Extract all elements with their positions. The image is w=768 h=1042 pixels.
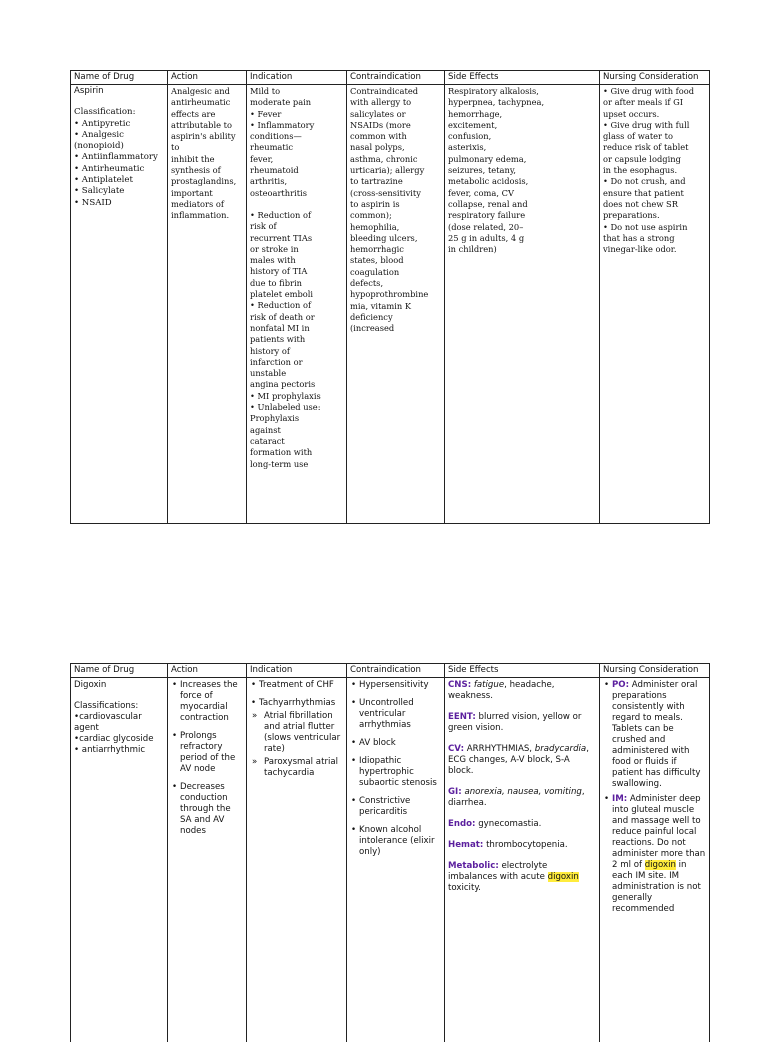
text-line: • Inflammatory	[250, 120, 343, 131]
side-effects-text	[448, 86, 596, 255]
text-line: fever, coma, CV	[448, 188, 596, 199]
digoxin-indication-cell	[247, 678, 347, 1042]
aspirin-nursing-cell	[600, 85, 710, 524]
list-item: • Increases the force of myocardial contraction	[171, 680, 243, 724]
classification-item: •cardiovascular	[74, 712, 164, 723]
text-line: (cross-sensitivity	[350, 188, 441, 199]
text-line: Contraindicated	[350, 86, 441, 97]
text-line: 25 g in adults, 4 g	[448, 233, 596, 244]
text-line: does not chew SR	[603, 199, 706, 210]
text-line: seizures, tetany,	[448, 165, 596, 176]
side-effect-text: fatigue	[474, 680, 504, 690]
text-line: preparations.	[603, 210, 706, 221]
text-line: glass of water to	[603, 131, 706, 142]
list-item: • Treatment of CHF	[250, 680, 343, 691]
text-line: nasal polyps,	[350, 142, 441, 153]
text-line: to	[171, 142, 243, 153]
classification-item: • Antiplatelet	[74, 175, 164, 186]
text-line: important	[171, 188, 243, 199]
text-line: history of	[250, 346, 343, 357]
classification-item: • Salicylate	[74, 186, 164, 197]
text-line: synthesis of	[171, 165, 243, 176]
section-label: CNS:	[448, 680, 471, 690]
text-line: rheumatic	[250, 142, 343, 153]
text-line: recurrent TIAs	[250, 233, 343, 244]
text-line: aspirin's ability	[171, 131, 243, 142]
text-line: angina pectoris	[250, 379, 343, 390]
section-label: IM:	[612, 794, 627, 804]
indication-sublist	[250, 711, 343, 779]
drug-name: Aspirin	[74, 86, 164, 97]
text-line: bleeding ulcers,	[350, 233, 441, 244]
classification-item: • Analgesic	[74, 130, 164, 141]
text-line: in children)	[448, 244, 596, 255]
list-item: • Idiopathic hypertrophic subaortic stenosis	[350, 756, 441, 789]
text-line: platelet emboli	[250, 289, 343, 300]
nursing-im	[603, 794, 706, 915]
text-line: pulmonary edema,	[448, 154, 596, 165]
text-line: asterixis,	[448, 142, 596, 153]
classification-item: • Antiinflammatory	[74, 152, 164, 163]
aspirin-row	[71, 85, 710, 524]
side-effect-metabolic	[448, 861, 596, 894]
text-line: common);	[350, 210, 441, 221]
text-line: collapse, renal and	[448, 199, 596, 210]
text-line: Mild to	[250, 86, 343, 97]
text-line: that has a strong	[603, 233, 706, 244]
text-line: Analgesic and	[171, 86, 243, 97]
header-row	[71, 664, 710, 678]
header-action: Action	[168, 71, 247, 85]
nursing-text: in each IM site. IM administration is not generally recommended	[612, 860, 701, 914]
highlighted-term: digoxin	[548, 872, 579, 882]
text-line: salicylates or	[350, 109, 441, 120]
text-line: excitement,	[448, 120, 596, 131]
section-label: Endo:	[448, 819, 475, 829]
list-item: • Hypersensitivity	[350, 680, 441, 691]
text-line: • Unlabeled use:	[250, 402, 343, 413]
side-effect-text: toxicity.	[448, 883, 481, 893]
section-label: CV:	[448, 744, 464, 754]
text-line: risk of	[250, 221, 343, 232]
classification-item: • Antipyretic	[74, 119, 164, 130]
section-label: GI:	[448, 787, 462, 797]
side-effect-text: , headache, weakness.	[448, 680, 555, 701]
header-contraindication: Contraindication	[347, 664, 445, 678]
classification-item: • antiarrhythmic	[74, 745, 164, 756]
text-line: to aspirin is	[350, 199, 441, 210]
list-item: » Paroxysmal atrial tachycardia	[250, 757, 343, 779]
text-line: or stroke in	[250, 244, 343, 255]
text-line: males with	[250, 255, 343, 266]
text-line: • Give drug with food	[603, 86, 706, 97]
aspirin-side-effects-cell	[445, 85, 600, 524]
text-line: fever,	[250, 154, 343, 165]
nursing-text	[603, 86, 706, 255]
text-line: inhibit the	[171, 154, 243, 165]
list-item: » Atrial fibrillation and atrial flutter (slows ventricular rate)	[250, 711, 343, 755]
classification-item: • Antirheumatic	[74, 164, 164, 175]
side-effect-text: thrombocytopenia.	[486, 840, 568, 850]
classification-item: agent	[74, 723, 164, 734]
list-item: • Known alcohol intolerance (elixir only)	[350, 825, 441, 858]
side-effect-endo	[448, 819, 596, 830]
text-line: attributable to	[171, 120, 243, 131]
text-line: or after meals if GI	[603, 97, 706, 108]
text-line: • MI prophylaxis	[250, 391, 343, 402]
text-line: with allergy to	[350, 97, 441, 108]
list-item: • Prolongs refractory period of the AV node	[171, 731, 243, 775]
text-line: common with	[350, 131, 441, 142]
list-item: • Tachyarrhythmias	[250, 698, 343, 709]
text-line: hemorrhage,	[448, 109, 596, 120]
text-line: prostaglandins,	[171, 176, 243, 187]
digoxin-drug-table	[70, 663, 710, 1042]
text-line: antirheumatic	[171, 97, 243, 108]
nursing-text: Administer oral preparations consistently with regard to meals. Tablets can be crushed and administered with food or fluids if patient has difficulty swallowing.	[612, 680, 700, 789]
text-line: against	[250, 425, 343, 436]
text-line: confusion,	[448, 131, 596, 142]
section-label: Metabolic:	[448, 861, 499, 871]
text-line: inflammation.	[171, 210, 243, 221]
digoxin-nursing-cell	[600, 678, 710, 1042]
text-line: patients with	[250, 334, 343, 345]
text-line: history of TIA	[250, 266, 343, 277]
side-effect-cns	[448, 680, 596, 702]
text-line: to tartrazine	[350, 176, 441, 187]
text-line: • Give drug with full	[603, 120, 706, 131]
text-line: Prophylaxis	[250, 413, 343, 424]
classification-item: (nonopioid)	[74, 141, 164, 152]
text-line: hyperpnea, tachypnea,	[448, 97, 596, 108]
text-line: vinegar-like odor.	[603, 244, 706, 255]
text-line: risk of death or	[250, 312, 343, 323]
text-line: long-term use	[250, 459, 343, 470]
text-line: hemophilia,	[350, 222, 441, 233]
highlighted-term: digoxin	[645, 860, 676, 870]
aspirin-name-cell	[71, 85, 168, 524]
text-line: due to fibrin	[250, 278, 343, 289]
header-contraindication: Contraindication	[347, 71, 445, 85]
nursing-po	[603, 680, 706, 790]
text-line: • Do not crush, and	[603, 176, 706, 187]
text-line: respiratory failure	[448, 210, 596, 221]
list-item: • Uncontrolled ventricular arrhythmias	[350, 698, 441, 731]
text-line: formation with	[250, 447, 343, 458]
digoxin-side-effects-cell	[445, 678, 600, 1042]
classification-label: Classifications:	[74, 701, 164, 712]
text-line: effects are	[171, 109, 243, 120]
text-line: (increased	[350, 323, 441, 334]
text-line: states, blood	[350, 255, 441, 266]
text-line	[250, 199, 343, 210]
nursing-text: Administer deep into gluteal muscle and massage well to reduce painful local reactions. Do not administer more than 2 ml of	[612, 794, 705, 870]
text-line: • Reduction of	[250, 300, 343, 311]
text-line: unstable	[250, 368, 343, 379]
text-line: (dose related, 20–	[448, 222, 596, 233]
classification-list	[74, 119, 164, 209]
side-effect-text: electrolyte imbalances with acute	[448, 861, 547, 882]
text-line: reduce risk of tablet	[603, 142, 706, 153]
text-line: or capsule lodging	[603, 154, 706, 165]
digoxin-contraindication-cell	[347, 678, 445, 1042]
contraindication-list	[350, 680, 441, 858]
text-line: defects,	[350, 278, 441, 289]
indication-text	[250, 86, 343, 470]
side-effect-text: gynecomastia.	[478, 819, 541, 829]
side-effect-text: ARRHYTHMIAS,	[467, 744, 532, 754]
side-effect-text: anorexia, nausea, vomiting	[464, 787, 581, 797]
list-item: • Constrictive pericarditis	[350, 796, 441, 818]
text-line: • Do not use aspirin	[603, 222, 706, 233]
classification-label: Classification:	[74, 107, 164, 118]
side-effect-text: , diarrhea.	[448, 787, 585, 808]
side-effect-text: , ECG changes, A-V block, S-A block.	[448, 744, 589, 776]
text-line: mia, vitamin K	[350, 301, 441, 312]
header-indication: Indication	[247, 664, 347, 678]
header-indication: Indication	[247, 71, 347, 85]
side-effect-gi	[448, 787, 596, 809]
text-line: mediators of	[171, 199, 243, 210]
action-text	[171, 86, 243, 222]
digoxin-action-cell	[168, 678, 247, 1042]
text-line: ensure that patient	[603, 188, 706, 199]
drug-name: Digoxin	[74, 680, 164, 691]
header-name-of-drug: Name of Drug	[71, 71, 168, 85]
text-line: NSAIDs (more	[350, 120, 441, 131]
text-line: cataract	[250, 436, 343, 447]
header-side-effects: Side Effects	[445, 664, 600, 678]
digoxin-name-cell	[71, 678, 168, 1042]
text-line: hemorrhagic	[350, 244, 441, 255]
section-label: PO:	[612, 680, 629, 690]
aspirin-indication-cell	[247, 85, 347, 524]
side-effect-eent	[448, 712, 596, 734]
header-nursing-consideration: Nursing Consideration	[600, 71, 710, 85]
text-line: conditions—	[250, 131, 343, 142]
action-list	[171, 680, 243, 837]
text-line: asthma, chronic	[350, 154, 441, 165]
text-line: rheumatoid	[250, 165, 343, 176]
text-line: osteoarthritis	[250, 188, 343, 199]
text-line: coagulation	[350, 267, 441, 278]
text-line: nonfatal MI in	[250, 323, 343, 334]
side-effect-text: blurred vision, yellow or green vision.	[448, 712, 581, 733]
header-row	[71, 71, 710, 85]
digoxin-row	[71, 678, 710, 1042]
aspirin-drug-table	[70, 70, 710, 524]
indication-list	[250, 680, 343, 709]
text-line: in the esophagus.	[603, 165, 706, 176]
section-label: EENT:	[448, 712, 476, 722]
aspirin-contraindication-cell	[347, 85, 445, 524]
side-effect-text: bradycardia	[535, 744, 586, 754]
side-effect-hemat	[448, 840, 596, 851]
side-effect-cv	[448, 744, 596, 777]
classification-item: •cardiac glycoside	[74, 734, 164, 745]
header-nursing-consideration: Nursing Consideration	[600, 664, 710, 678]
section-label: Hemat:	[448, 840, 483, 850]
aspirin-action-cell	[168, 85, 247, 524]
text-line: deficiency	[350, 312, 441, 323]
text-line: moderate pain	[250, 97, 343, 108]
text-line: urticaria); allergy	[350, 165, 441, 176]
header-action: Action	[168, 664, 247, 678]
text-line: hypoprothrombine	[350, 289, 441, 300]
text-line: Respiratory alkalosis,	[448, 86, 596, 97]
text-line: • Fever	[250, 109, 343, 120]
text-line: arthritis,	[250, 176, 343, 187]
list-item: • AV block	[350, 738, 441, 749]
text-line: infarction or	[250, 357, 343, 368]
text-line: • Reduction of	[250, 210, 343, 221]
contraindication-text	[350, 86, 441, 335]
list-item: • Decreases conduction through the SA and AV nodes	[171, 782, 243, 837]
classification-item: • NSAID	[74, 198, 164, 209]
header-name-of-drug: Name of Drug	[71, 664, 168, 678]
header-side-effects: Side Effects	[445, 71, 600, 85]
text-line: upset occurs.	[603, 109, 706, 120]
text-line: metabolic acidosis,	[448, 176, 596, 187]
